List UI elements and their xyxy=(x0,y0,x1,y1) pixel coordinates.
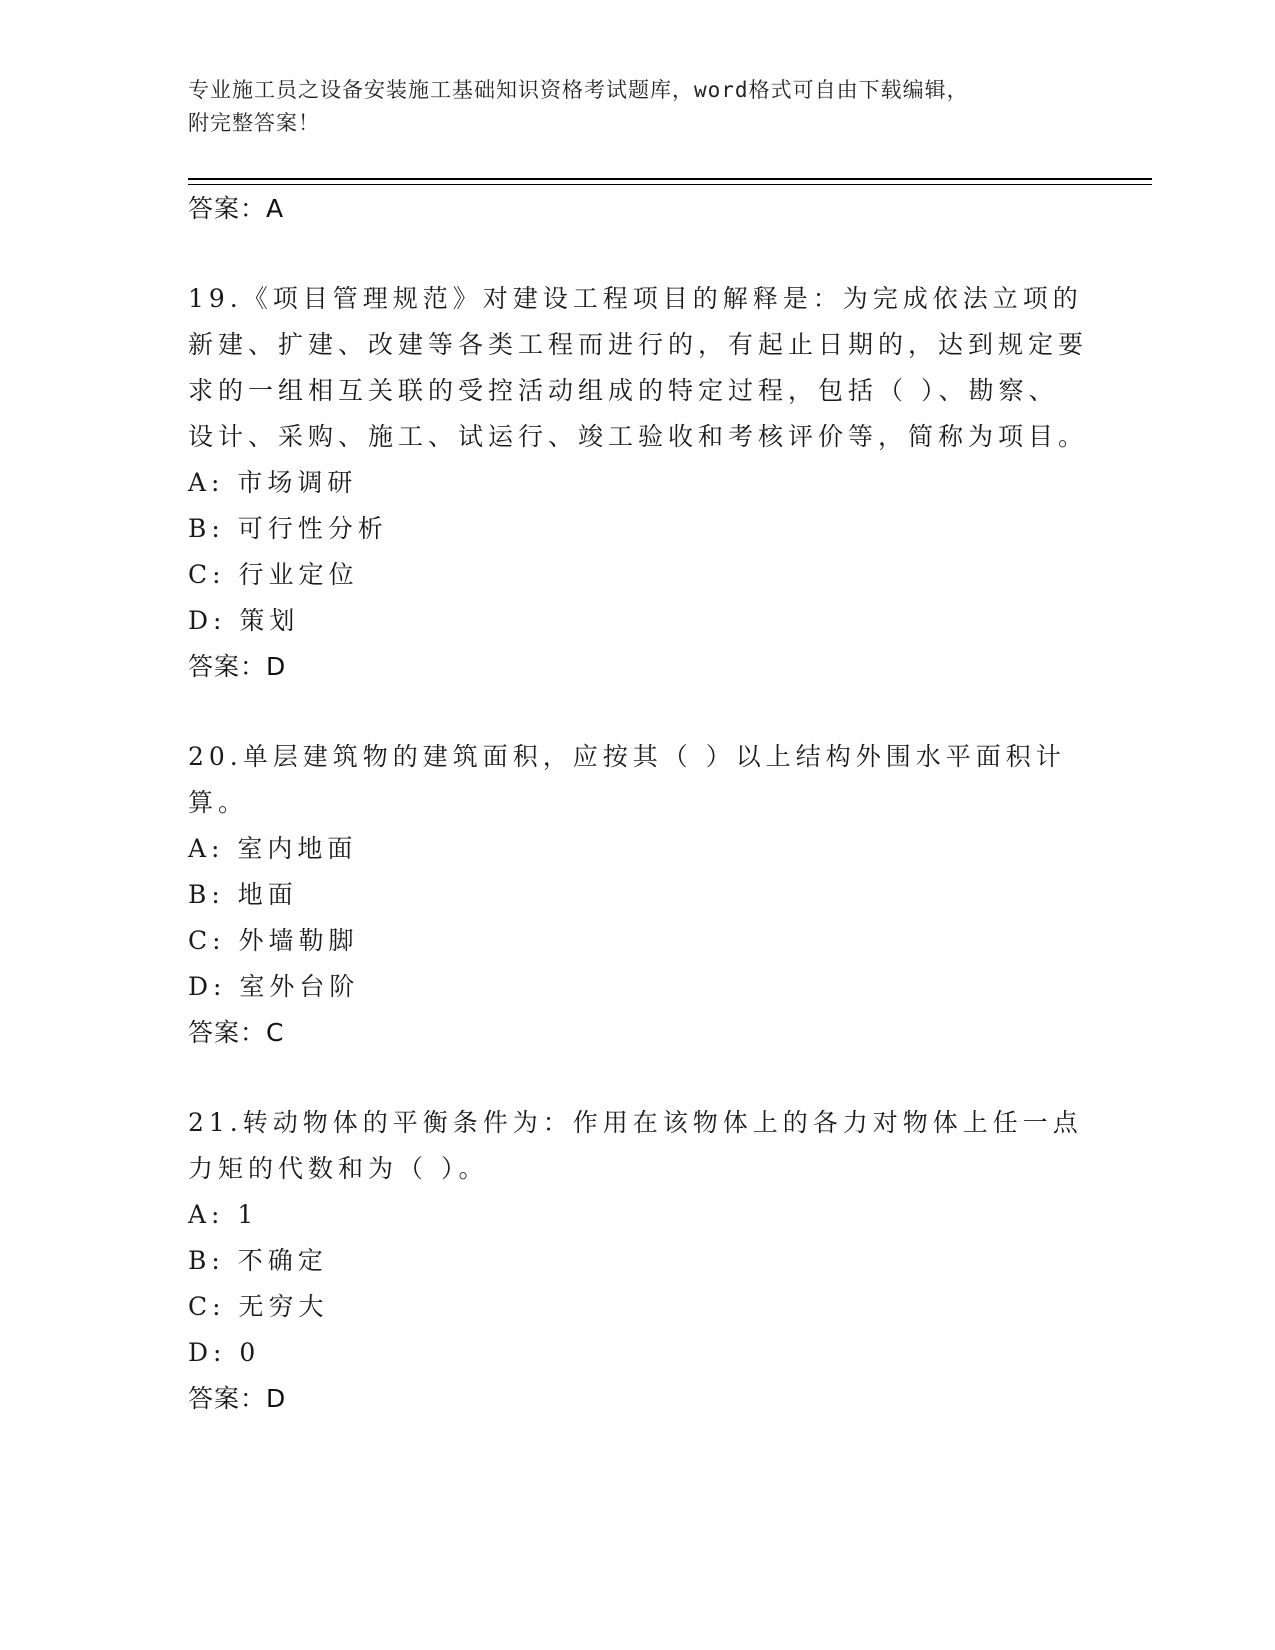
option-c: C: 无穷大 xyxy=(188,1292,329,1321)
question-19 xyxy=(188,276,1088,690)
option-a: A: 1 xyxy=(188,1200,259,1229)
header-rule-thin xyxy=(188,184,1152,185)
answer-prev-question: 答案：A xyxy=(188,194,285,223)
question-21 xyxy=(188,1100,1088,1422)
option-b: B: 不确定 xyxy=(188,1246,328,1275)
option-c: C: 行业定位 xyxy=(188,560,359,589)
header-rule-thick xyxy=(188,178,1152,180)
option-b: B: 可行性分析 xyxy=(188,514,388,543)
answer: 答案：D xyxy=(188,1384,287,1413)
spacer xyxy=(188,1056,1088,1100)
option-a: A: 市场调研 xyxy=(188,468,358,497)
question-text: 20.单层建筑物的建筑面积，应按其（ ）以上结构外围水平面积计算。 xyxy=(188,742,1066,817)
option-d: D: 室外台阶 xyxy=(188,972,360,1001)
question-text: 19.《项目管理规范》对建设工程项目的解释是：为完成依法立项的新建、扩建、改建等各类工程而进行的，有起止日期的，达到规定要求的一组相互关联的受控活动组成的特定过程，包括（ ）、勘察、设计、采购、施工、试运行、竣工验收和考核评价等，简称为项目。 xyxy=(188,284,1089,451)
document-header: 专业施工员之设备安装施工基础知识资格考试题库，word格式可自由下载编辑， 附完整答案！ xyxy=(188,78,969,135)
option-a: A: 室内地面 xyxy=(188,834,358,863)
option-d: D: 0 xyxy=(188,1338,261,1367)
document-body xyxy=(188,186,1088,1422)
answer: 答案：D xyxy=(188,652,287,681)
option-c: C: 外墙勒脚 xyxy=(188,926,359,955)
answer: 答案：C xyxy=(188,1018,285,1047)
spacer xyxy=(188,690,1088,734)
option-b: B: 地面 xyxy=(188,880,298,909)
question-20 xyxy=(188,734,1088,1056)
question-text: 21.转动物体的平衡条件为：作用在该物体上的各力对物体上任一点力矩的代数和为（ ）。 xyxy=(188,1108,1083,1183)
spacer xyxy=(188,232,1088,276)
option-d: D: 策划 xyxy=(188,606,300,635)
